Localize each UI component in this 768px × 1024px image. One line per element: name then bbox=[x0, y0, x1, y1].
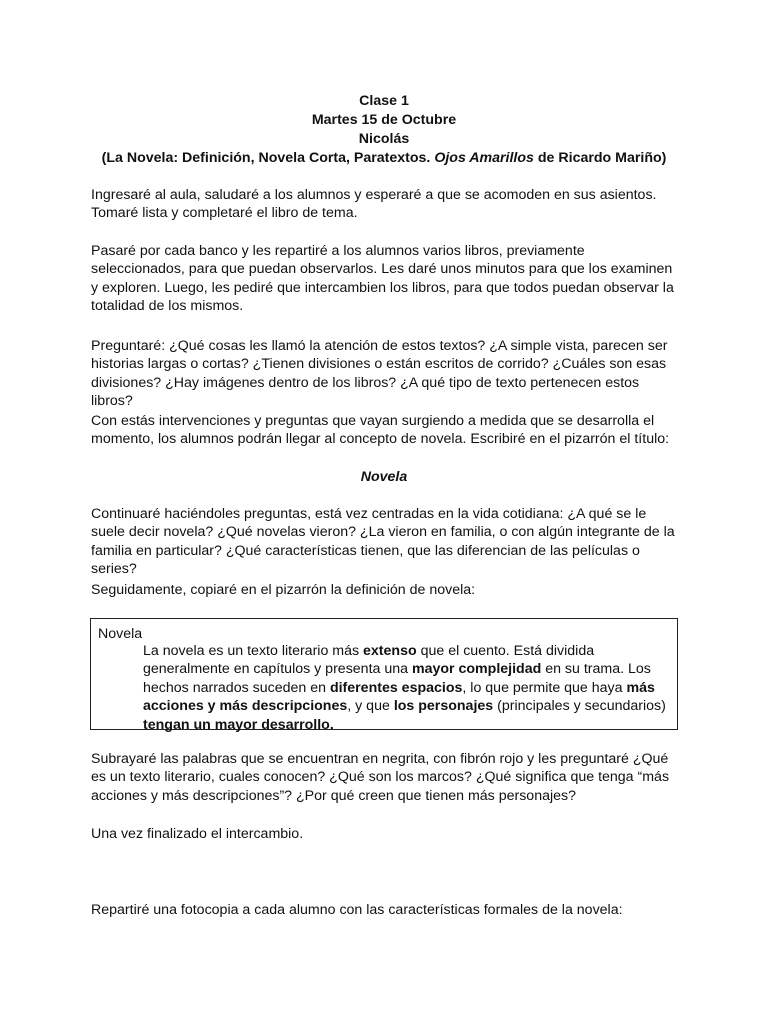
class-topic: (La Novela: Definición, Novela Corta, Paratextos. Ojos Amarillos de Ricardo Mariño) bbox=[101, 150, 667, 166]
definition-label: Novela bbox=[98, 626, 143, 642]
definition-box bbox=[90, 618, 678, 733]
paragraph-concept: Con estás intervenciones y preguntas que vayan surgiendo a medida que se desarrolla el momento, los alumnos podrán llegar al concepto de novela. Escribiré en el pizarrón el título: bbox=[91, 413, 670, 448]
paragraph-photocopy: Repartiré una fotocopia a cada alumno con las características formales de la novela: bbox=[91, 902, 623, 918]
teacher-name: Nicolás bbox=[358, 131, 410, 147]
definition-text: La novela es un texto literario más extenso que el cuento. Está dividida generalmente en capítulos y presenta una mayor complejidad en su trama. Los hechos narrados suceden en diferentes espacios, lo que permite que haya más acciones y más descripciones, y que los personajes (principales y secundarios) tengan un mayor desarrollo. bbox=[143, 643, 666, 733]
paragraph-underline: Subrayaré las palabras que se encuentran en negrita, con fibrón rojo y les preguntaré ¿Qué es un texto literario, cuales conocen? ¿Qué son los marcos? ¿Qué significa que tenga “más acciones y más descripciones”? ¿Por qué creen que tienen más personajes? bbox=[91, 751, 670, 804]
paragraph-books: Pasaré por cada banco y les repartiré a los alumnos varios libros, previamente seleccionados, para que puedan observarlos. Les daré unos minutos para que los examinen y exploren. Luego, les pediré que intercambien los libros, para que todos puedan observar la totalidad de los mismos. bbox=[91, 243, 674, 315]
paragraph-exchange-end: Una vez finalizado el intercambio. bbox=[91, 826, 304, 842]
paragraph-daily-life: Continuaré haciéndoles preguntas, está vez centradas en la vida cotidiana: ¿A qué se le suele decir novela? ¿Qué novelas vieron? ¿La vieron en familia, o con algún integrante de la familia en particular? ¿Qué características tienen, que las diferencian de las películas o series? bbox=[91, 506, 675, 578]
paragraph-definition-intro: Seguidamente, copiaré en el pizarrón la definición de novela: bbox=[91, 582, 476, 598]
class-number: Clase 1 bbox=[359, 93, 409, 109]
paragraph-questions: Preguntaré: ¿Qué cosas les llamó la atención de estos textos? ¿A simple vista, parecen ser historias largas o cortas? ¿Tienen divisiones o están escritos de corrido? ¿Cuáles son esas divisiones? ¿Hay imágenes dentro de los libros? ¿A qué tipo de texto pertenecen estos libros? bbox=[91, 338, 668, 410]
paragraph-intro: Ingresaré al aula, saludaré a los alumnos y esperaré a que se acomoden en sus asientos. Tomaré lista y completaré el libro de tema. bbox=[91, 187, 657, 222]
novela-title: Novela bbox=[360, 469, 408, 485]
class-header bbox=[0, 92, 768, 168]
class-date: Martes 15 de Octubre bbox=[311, 112, 457, 128]
